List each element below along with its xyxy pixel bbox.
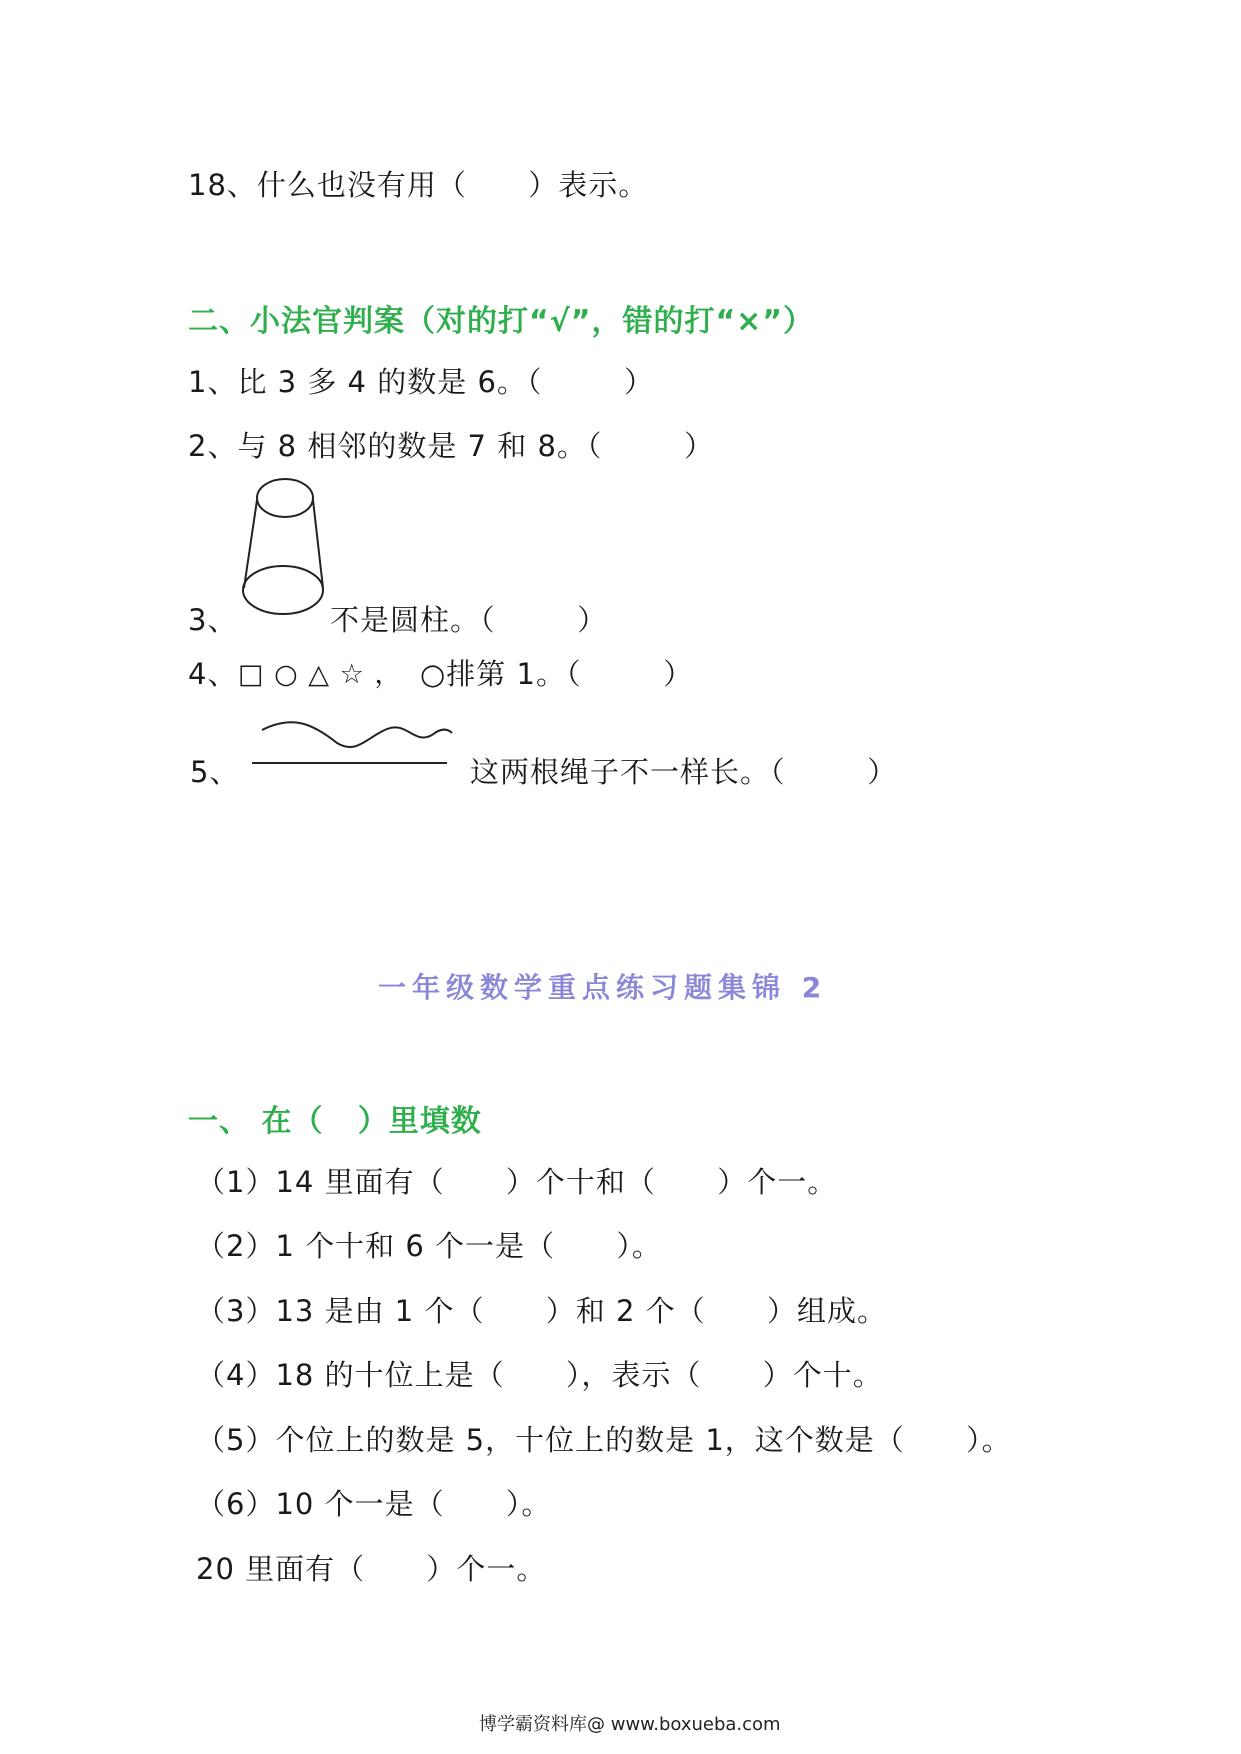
fill-item-3: （3）13 是由 1 个（ ）和 2 个（ ）组成。 (196, 1294, 887, 1328)
judge-question-4-text: ○排第 1。（ ） (420, 657, 694, 691)
cup-shape-figure (238, 476, 330, 616)
two-ropes-figure (252, 715, 452, 771)
footer-watermark: 博学霸资料库@ www.boxueba.com (479, 1714, 781, 1735)
shape-sequence: □ ○ △ ☆ ， (238, 659, 403, 690)
fill-item-6: （6）10 个一是（ ）。 (196, 1487, 552, 1521)
judge-question-1: 1、比 3 多 4 的数是 6。（ ） (188, 365, 655, 399)
fill-item-2: （2）1 个十和 6 个一是（ ）。 (196, 1229, 662, 1263)
judge-question-2: 2、与 8 相邻的数是 7 和 8。（ ） (188, 429, 715, 463)
judge-question-4-number: 4、 (188, 657, 238, 691)
judge-question-5-text: 这两根绳子不一样长。（ ） (470, 755, 898, 789)
fill-item-7: 20 里面有（ ）个一。 (196, 1552, 547, 1586)
judge-question-3-text: 不是圆柱。（ ） (330, 603, 608, 637)
document-title: 一年级数学重点练习题集锦 2 (378, 971, 828, 1004)
section-heading-fill: 一、 在（ ）里填数 (188, 1104, 482, 1139)
fill-item-1: （1）14 里面有（ ）个十和（ ）个一。 (196, 1165, 838, 1199)
fill-item-4: （4）18 的十位上是（ ），表示（ ）个十。 (196, 1358, 883, 1392)
judge-question-5-number: 5、 (190, 755, 240, 789)
section-heading-judge: 二、小法官判案（对的打“√”，错的打“×”） (188, 304, 815, 339)
fill-item-5: （5）个位上的数是 5，十位上的数是 1，这个数是（ ）。 (196, 1423, 1012, 1457)
judge-question-3-number: 3、 (188, 603, 238, 637)
question-18: 18、什么也没有用（ ）表示。 (188, 168, 649, 202)
